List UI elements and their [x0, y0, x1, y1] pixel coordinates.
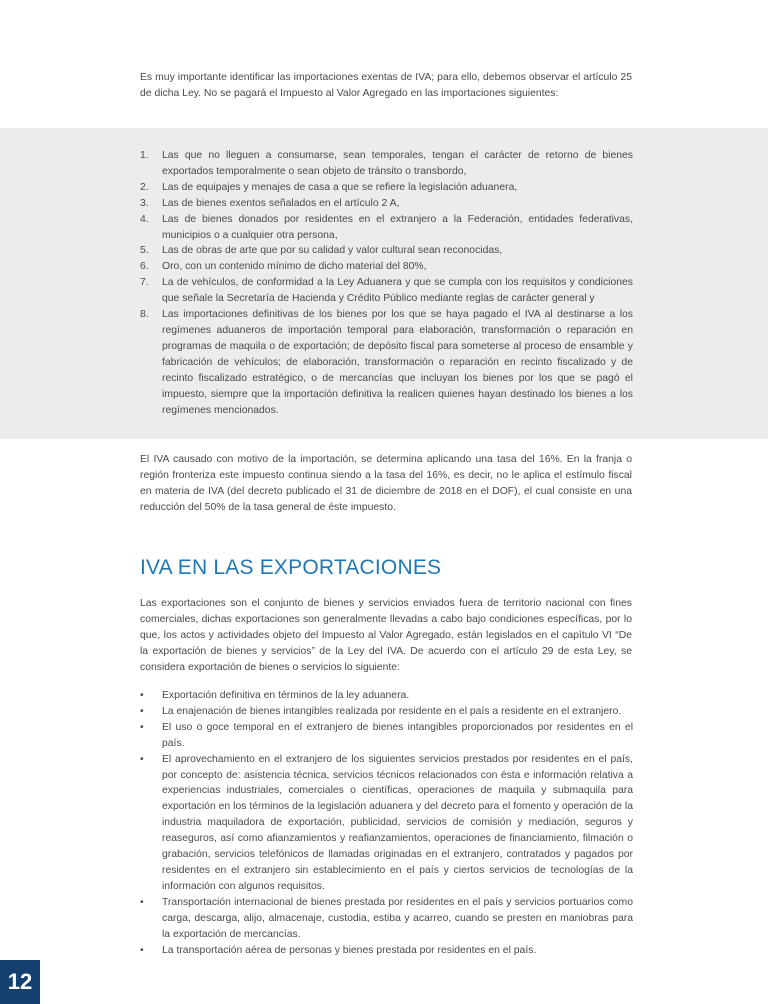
list-item	[140, 259, 633, 275]
item-text: La enajenación de bienes intangibles realizada por residente en el país a residente en el extranjero.	[162, 705, 622, 717]
item-number: 6.	[140, 261, 149, 273]
import-exemptions-list	[140, 148, 633, 418]
section-title: IVA EN LAS EXPORTACIONES	[140, 556, 442, 579]
list-item	[140, 180, 633, 196]
item-text: Exportación definitiva en términos de la ley aduanera.	[162, 690, 410, 701]
item-text: Las que no lleguen a consumarse, sean temporales, tengan el carácter de retorno de bienes exportados temporalmente o sean objeto de tránsito o transbordo,	[162, 150, 633, 177]
bullet-icon: •	[140, 944, 144, 956]
list-item	[140, 943, 633, 959]
item-text: Las de equipajes y menajes de casa a que se refiere la legislación aduanera,	[162, 181, 518, 193]
item-number: 4.	[140, 213, 149, 225]
list-item	[140, 212, 633, 244]
iva-rate-paragraph: El IVA causado con motivo de la importación, se determina aplicando una tasa del 16%. En la franja o región fronteriza este impuesto continua siendo a la tasa del 16%, es decir, no le aplica el estímulo fiscal en materia de IVA (del decreto publicado el 31 de diciembre de 2018 en el DOF), el cual consiste en una reducción del 50% de la tasa general de éste impuesto.	[140, 454, 632, 513]
item-text: Las importaciones definitivas de los bienes por los que se haya pagado el IVA al destinarse a los regímenes aduaneros de importación temporal para elaboración, transformación o reparación en programas de maquila o de exportación; de depósito fiscal para someterse al proceso de ensamble y fabricación de vehículos; de elaboración, transformación o reparación en recinto fiscalizado y de recinto fiscalizado estratégico, o de mercancías que incluyan los bienes por los que se pagó el impuesto, siempre que la importación definitiva la realicen quienes hayan destinado los bienes a los regímenes mencionados.	[162, 309, 633, 416]
bullet-icon: •	[140, 896, 144, 908]
item-text: Transportación internacional de bienes prestada por residentes en el país y servicios portuarios como carga, descarga, alijo, almacenaje, custodia, estiba y acarreo, cuando se presten en maniobras para la exportación de mercancías.	[162, 896, 633, 940]
item-number: 5.	[140, 245, 149, 257]
bullet-icon: •	[140, 705, 144, 717]
list-item	[140, 275, 633, 307]
bullet-icon: •	[140, 753, 144, 765]
item-number: 2.	[140, 181, 149, 193]
item-text: Las de bienes exentos señalados en el artículo 2 A,	[162, 197, 400, 209]
item-text: El uso o goce temporal en el extranjero de bienes intangibles proporcionados por residentes en el país.	[162, 721, 633, 749]
item-text: La transportación aérea de personas y bienes prestada por residentes en el país.	[162, 944, 537, 956]
list-item	[140, 752, 633, 895]
exports-paragraph: Las exportaciones son el conjunto de bienes y servicios enviados fuera de territorio nacional con fines comerciales, dichas exportaciones son generalmente llevadas a cabo bajo condiciones específicas, por lo que, los actos y actividades objeto del Impuesto al Valor Agregado, están legislados en el capítulo VI “De la exportación de bienes y servicios” de la Ley del IVA. De acuerdo con el artículo 29 de esta Ley, se considera exportación de bienes o servicios lo siguiente:	[140, 598, 632, 673]
list-item	[140, 148, 633, 180]
list-item	[140, 196, 633, 212]
list-item	[140, 704, 633, 720]
list-item	[140, 895, 633, 943]
item-text: Las de bienes donados por residentes en el extranjero a la Federación, entidades federativas, municipios o a cualquier otra persona,	[162, 213, 633, 241]
list-item	[140, 688, 633, 704]
list-item	[140, 307, 633, 418]
intro-paragraph: Es muy importante identificar las importaciones exentas de IVA; para ello, debemos observar el artículo 25 de dicha Ley. No se pagará el Impuesto al Valor Agregado en las importaciones siguientes:	[140, 72, 632, 99]
item-text: La de vehículos, de conformidad a la Ley Aduanera y que se cumpla con los requisitos y condiciones que señale la Secretaría de Hacienda y Crédito Público mediante reglas de carácter general y	[162, 277, 633, 305]
exports-bullet-list	[140, 688, 633, 958]
item-number: 3.	[140, 197, 149, 209]
item-text: Las de obras de arte que por su calidad y valor cultural sean reconocidas,	[162, 245, 503, 257]
item-number: 1.	[140, 150, 149, 161]
item-number: 8.	[140, 309, 149, 321]
bullet-icon: •	[140, 690, 144, 701]
list-item	[140, 720, 633, 752]
item-text: El aprovechamiento en el extranjero de los siguientes servicios prestados por residentes en el país, por concepto de: asistencia técnica, servicios técnicos relacionados con ésta e información relativa a experiencias industriales, comerciales o científicas, operaciones de maquila y submaquila para exportación en los términos de la legislación aduanera y del decreto para el fomento y operación de la industria maquiladora de exportación, publicidad, servicios de comisión y mediación, seguros y reaseguros, así como afianzamientos y reafianzamientos, operaciones de financiamiento, filmación o grabación, servicios telefónicos de llamadas originadas en el extranjero, contratados y pagados por residentes en el extranjero sin establecimiento en el país y ciertos servicios de tecnologías de la información con algunos requisitos.	[162, 753, 633, 892]
item-text: Oro, con un contenido mínimo de dicho material del 80%,	[162, 261, 427, 273]
bullet-icon: •	[140, 721, 144, 733]
list-item	[140, 243, 633, 259]
item-number: 7.	[140, 277, 149, 289]
page-number-badge: 12	[0, 960, 40, 1004]
